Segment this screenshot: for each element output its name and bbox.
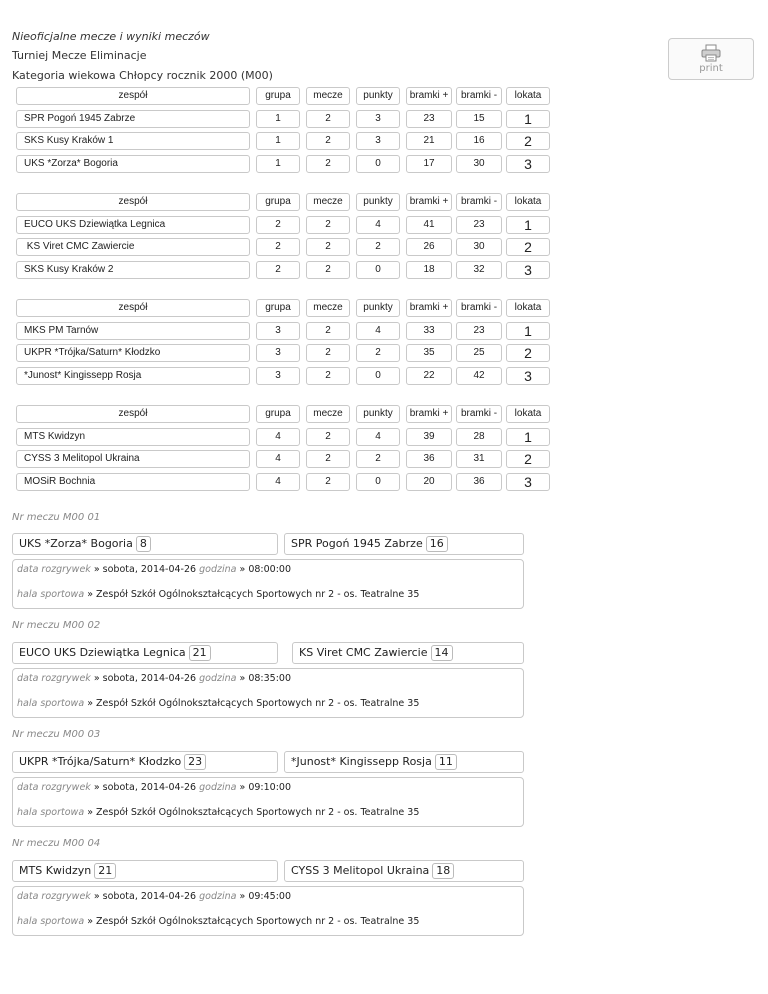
- standings-table-group-4: [16, 405, 552, 495]
- header-group: grupa: [256, 193, 300, 211]
- header-matches: mecze: [306, 193, 350, 211]
- away-team[interactable]: [284, 533, 524, 555]
- header-goals-for: bramki +: [406, 299, 452, 317]
- match-number: Nr meczu M00 04: [12, 838, 101, 849]
- header-goals-for: bramki +: [406, 405, 452, 423]
- goals-against-cell: 15: [456, 110, 502, 128]
- table-row: [16, 261, 552, 279]
- table-row: [16, 110, 552, 128]
- match-date: sobota, 2014-04-26: [102, 782, 197, 793]
- tournament-name: Turniej Mecze Eliminacje: [12, 49, 147, 62]
- separator: »: [87, 916, 93, 927]
- place-cell: 3: [506, 473, 550, 491]
- match-venue-line: [17, 807, 419, 818]
- page-title: Nieoficjalne mecze i wyniki meczów: [12, 30, 210, 43]
- header-points: punkty: [356, 299, 400, 317]
- home-team-name: MTS Kwidzyn: [19, 864, 92, 877]
- goals-for-cell: 41: [406, 216, 452, 234]
- place-cell: 2: [506, 238, 550, 256]
- away-team[interactable]: [284, 860, 524, 882]
- separator: »: [93, 673, 100, 684]
- points-cell: 4: [356, 428, 400, 446]
- goals-for-cell: 18: [406, 261, 452, 279]
- matches-cell: 2: [306, 344, 350, 362]
- goals-for-cell: 33: [406, 322, 452, 340]
- team-name: SKS Kusy Kraków 2: [16, 261, 250, 279]
- header-goals-for: bramki +: [406, 193, 452, 211]
- venue-key: hala sportowa: [17, 589, 85, 600]
- table-row: [16, 367, 552, 385]
- venue-key: hala sportowa: [17, 698, 85, 709]
- matches-cell: 2: [306, 216, 350, 234]
- date-key: data rozgrywek: [17, 564, 91, 575]
- header-team: zespół: [16, 405, 250, 423]
- table-row: [16, 216, 552, 234]
- table-row: [16, 473, 552, 491]
- goals-against-cell: 30: [456, 238, 502, 256]
- points-cell: 0: [356, 367, 400, 385]
- separator: »: [239, 891, 246, 902]
- goals-for-cell: 20: [406, 473, 452, 491]
- away-score: 16: [426, 536, 448, 552]
- goals-against-cell: 23: [456, 216, 502, 234]
- matches-cell: 2: [306, 238, 350, 256]
- goals-against-cell: 42: [456, 367, 502, 385]
- goals-for-cell: 26: [406, 238, 452, 256]
- points-cell: 0: [356, 473, 400, 491]
- venue-key: hala sportowa: [17, 916, 85, 927]
- away-team-name: SPR Pogoń 1945 Zabrze: [291, 537, 423, 550]
- group-cell: 3: [256, 322, 300, 340]
- home-score: 21: [94, 863, 116, 879]
- goals-for-cell: 17: [406, 155, 452, 173]
- match-time: 09:45:00: [248, 891, 291, 902]
- points-cell: 2: [356, 450, 400, 468]
- table-header-row: [16, 299, 552, 317]
- team-name: EUCO UKS Dziewiątka Legnica: [16, 216, 250, 234]
- group-cell: 1: [256, 110, 300, 128]
- header-goals-against: bramki -: [456, 87, 502, 105]
- table-row: [16, 450, 552, 468]
- matches-cell: 2: [306, 428, 350, 446]
- matches-cell: 2: [306, 473, 350, 491]
- match-venue: Zespół Szkół Ogólnokształcących Sportowych nr 2 - os. Teatralne 35: [96, 589, 420, 600]
- group-cell: 4: [256, 450, 300, 468]
- match-venue: Zespół Szkół Ogólnokształcących Sportowych nr 2 - os. Teatralne 35: [96, 916, 420, 927]
- team-name: MKS PM Tarnów: [16, 322, 250, 340]
- goals-for-cell: 36: [406, 450, 452, 468]
- team-name: MTS Kwidzyn: [16, 428, 250, 446]
- header-place: lokata: [506, 299, 550, 317]
- match-datetime: [17, 891, 291, 902]
- standings-table-group-2: [16, 193, 552, 283]
- place-cell: 2: [506, 344, 550, 362]
- place-cell: 1: [506, 110, 550, 128]
- place-cell: 3: [506, 155, 550, 173]
- group-cell: 2: [256, 238, 300, 256]
- team-name: *Junost* Kingissepp Rosja: [16, 367, 250, 385]
- team-name: UKS *Zorza* Bogoria: [16, 155, 250, 173]
- home-score: 21: [189, 645, 211, 661]
- separator: »: [239, 673, 246, 684]
- table-row: [16, 344, 552, 362]
- header-place: lokata: [506, 87, 550, 105]
- away-team[interactable]: [292, 642, 524, 664]
- group-cell: 2: [256, 261, 300, 279]
- match-date: sobota, 2014-04-26: [102, 891, 197, 902]
- group-cell: 4: [256, 428, 300, 446]
- goals-against-cell: 23: [456, 322, 502, 340]
- away-team-name: *Junost* Kingissepp Rosja: [291, 755, 432, 768]
- goals-for-cell: 21: [406, 132, 452, 150]
- date-key: data rozgrywek: [17, 673, 91, 684]
- home-team-name: UKS *Zorza* Bogoria: [19, 537, 133, 550]
- match-time: 08:00:00: [248, 564, 291, 575]
- points-cell: 0: [356, 261, 400, 279]
- place-cell: 3: [506, 261, 550, 279]
- header-goals-against: bramki -: [456, 405, 502, 423]
- match-time: 08:35:00: [248, 673, 291, 684]
- header-points: punkty: [356, 87, 400, 105]
- matches-cell: 2: [306, 110, 350, 128]
- place-cell: 3: [506, 367, 550, 385]
- goals-against-cell: 31: [456, 450, 502, 468]
- standings-table-group-1: [16, 87, 552, 177]
- team-name: KS Viret CMC Zawiercie: [16, 238, 250, 256]
- group-cell: 1: [256, 132, 300, 150]
- group-cell: 4: [256, 473, 300, 491]
- header-goals-against: bramki -: [456, 299, 502, 317]
- goals-against-cell: 28: [456, 428, 502, 446]
- table-row: [16, 238, 552, 256]
- goals-against-cell: 25: [456, 344, 502, 362]
- home-team[interactable]: [12, 751, 278, 773]
- header-place: lokata: [506, 405, 550, 423]
- team-name: MOSiR Bochnia: [16, 473, 250, 491]
- goals-for-cell: 35: [406, 344, 452, 362]
- match-datetime: [17, 782, 291, 793]
- matches-cell: 2: [306, 322, 350, 340]
- time-key: godzina: [199, 782, 237, 793]
- separator: »: [93, 891, 100, 902]
- group-cell: 2: [256, 216, 300, 234]
- header-goals-against: bramki -: [456, 193, 502, 211]
- table-header-row: [16, 87, 552, 105]
- points-cell: 4: [356, 216, 400, 234]
- goals-for-cell: 39: [406, 428, 452, 446]
- date-key: data rozgrywek: [17, 891, 91, 902]
- standings-table-group-3: [16, 299, 552, 389]
- goals-against-cell: 36: [456, 473, 502, 491]
- matches-cell: 2: [306, 155, 350, 173]
- header-team: zespół: [16, 87, 250, 105]
- points-cell: 0: [356, 155, 400, 173]
- print-button[interactable]: [668, 38, 754, 80]
- separator: »: [239, 782, 246, 793]
- goals-against-cell: 16: [456, 132, 502, 150]
- header-points: punkty: [356, 405, 400, 423]
- group-cell: 1: [256, 155, 300, 173]
- match-time: 09:10:00: [248, 782, 291, 793]
- team-name: SKS Kusy Kraków 1: [16, 132, 250, 150]
- place-cell: 2: [506, 132, 550, 150]
- away-score: 11: [435, 754, 457, 770]
- header-points: punkty: [356, 193, 400, 211]
- date-key: data rozgrywek: [17, 782, 91, 793]
- matches-cell: 2: [306, 450, 350, 468]
- match-date: sobota, 2014-04-26: [102, 564, 197, 575]
- away-score: 14: [431, 645, 453, 661]
- age-category: Kategoria wiekowa Chłopcy rocznik 2000 (M00): [12, 69, 273, 82]
- header-matches: mecze: [306, 299, 350, 317]
- match-info: [12, 559, 524, 609]
- header-goals-for: bramki +: [406, 87, 452, 105]
- home-team-name: UKPR *Trójka/Saturn* Kłodzko: [19, 755, 182, 768]
- team-name: CYSS 3 Melitopol Ukraina: [16, 450, 250, 468]
- match-date: sobota, 2014-04-26: [102, 673, 197, 684]
- match-number: Nr meczu M00 02: [12, 620, 101, 631]
- print-label: print: [699, 63, 723, 74]
- separator: »: [93, 564, 100, 575]
- away-team[interactable]: [284, 751, 524, 773]
- matches-cell: 2: [306, 261, 350, 279]
- header-group: grupa: [256, 405, 300, 423]
- table-row: [16, 428, 552, 446]
- matches-cell: 2: [306, 367, 350, 385]
- separator: »: [93, 782, 100, 793]
- match-number: Nr meczu M00 03: [12, 729, 101, 740]
- match-venue: Zespół Szkół Ogólnokształcących Sportowych nr 2 - os. Teatralne 35: [96, 698, 420, 709]
- table-header-row: [16, 193, 552, 211]
- place-cell: 2: [506, 450, 550, 468]
- points-cell: 3: [356, 132, 400, 150]
- venue-key: hala sportowa: [17, 807, 85, 818]
- table-row: [16, 322, 552, 340]
- match-datetime: [17, 673, 291, 684]
- goals-against-cell: 32: [456, 261, 502, 279]
- place-cell: 1: [506, 428, 550, 446]
- home-score: 8: [136, 536, 151, 552]
- header-team: zespół: [16, 299, 250, 317]
- separator: »: [87, 807, 93, 818]
- match-number: Nr meczu M00 01: [12, 512, 101, 523]
- points-cell: 3: [356, 110, 400, 128]
- match-venue: Zespół Szkół Ogólnokształcących Sportowych nr 2 - os. Teatralne 35: [96, 807, 420, 818]
- group-cell: 3: [256, 367, 300, 385]
- header-matches: mecze: [306, 405, 350, 423]
- match-venue-line: [17, 698, 419, 709]
- separator: »: [239, 564, 246, 575]
- home-team[interactable]: [12, 642, 278, 664]
- time-key: godzina: [199, 564, 237, 575]
- header-place: lokata: [506, 193, 550, 211]
- away-team-name: CYSS 3 Melitopol Ukraina: [291, 864, 430, 877]
- match-info: [12, 777, 524, 827]
- away-team-name: KS Viret CMC Zawiercie: [299, 646, 428, 659]
- match-venue-line: [17, 589, 419, 600]
- time-key: godzina: [199, 673, 237, 684]
- table-row: [16, 155, 552, 173]
- group-cell: 3: [256, 344, 300, 362]
- header-group: grupa: [256, 299, 300, 317]
- time-key: godzina: [199, 891, 237, 902]
- header-group: grupa: [256, 87, 300, 105]
- away-score: 18: [432, 863, 454, 879]
- goals-against-cell: 30: [456, 155, 502, 173]
- separator: »: [87, 589, 93, 600]
- match-datetime: [17, 564, 291, 575]
- home-team[interactable]: [12, 860, 278, 882]
- separator: »: [87, 698, 93, 709]
- home-team[interactable]: [12, 533, 278, 555]
- team-name: UKPR *Trójka/Saturn* Kłodzko: [16, 344, 250, 362]
- match-info: [12, 668, 524, 718]
- points-cell: 2: [356, 238, 400, 256]
- team-name: SPR Pogoń 1945 Zabrze: [16, 110, 250, 128]
- goals-for-cell: 22: [406, 367, 452, 385]
- matches-cell: 2: [306, 132, 350, 150]
- home-score: 23: [184, 754, 206, 770]
- table-row: [16, 132, 552, 150]
- table-header-row: [16, 405, 552, 423]
- place-cell: 1: [506, 216, 550, 234]
- goals-for-cell: 23: [406, 110, 452, 128]
- header-matches: mecze: [306, 87, 350, 105]
- match-info: [12, 886, 524, 936]
- match-venue-line: [17, 916, 419, 927]
- points-cell: 4: [356, 322, 400, 340]
- points-cell: 2: [356, 344, 400, 362]
- home-team-name: EUCO UKS Dziewiątka Legnica: [19, 646, 186, 659]
- place-cell: 1: [506, 322, 550, 340]
- header-team: zespół: [16, 193, 250, 211]
- printer-icon: [700, 44, 722, 62]
